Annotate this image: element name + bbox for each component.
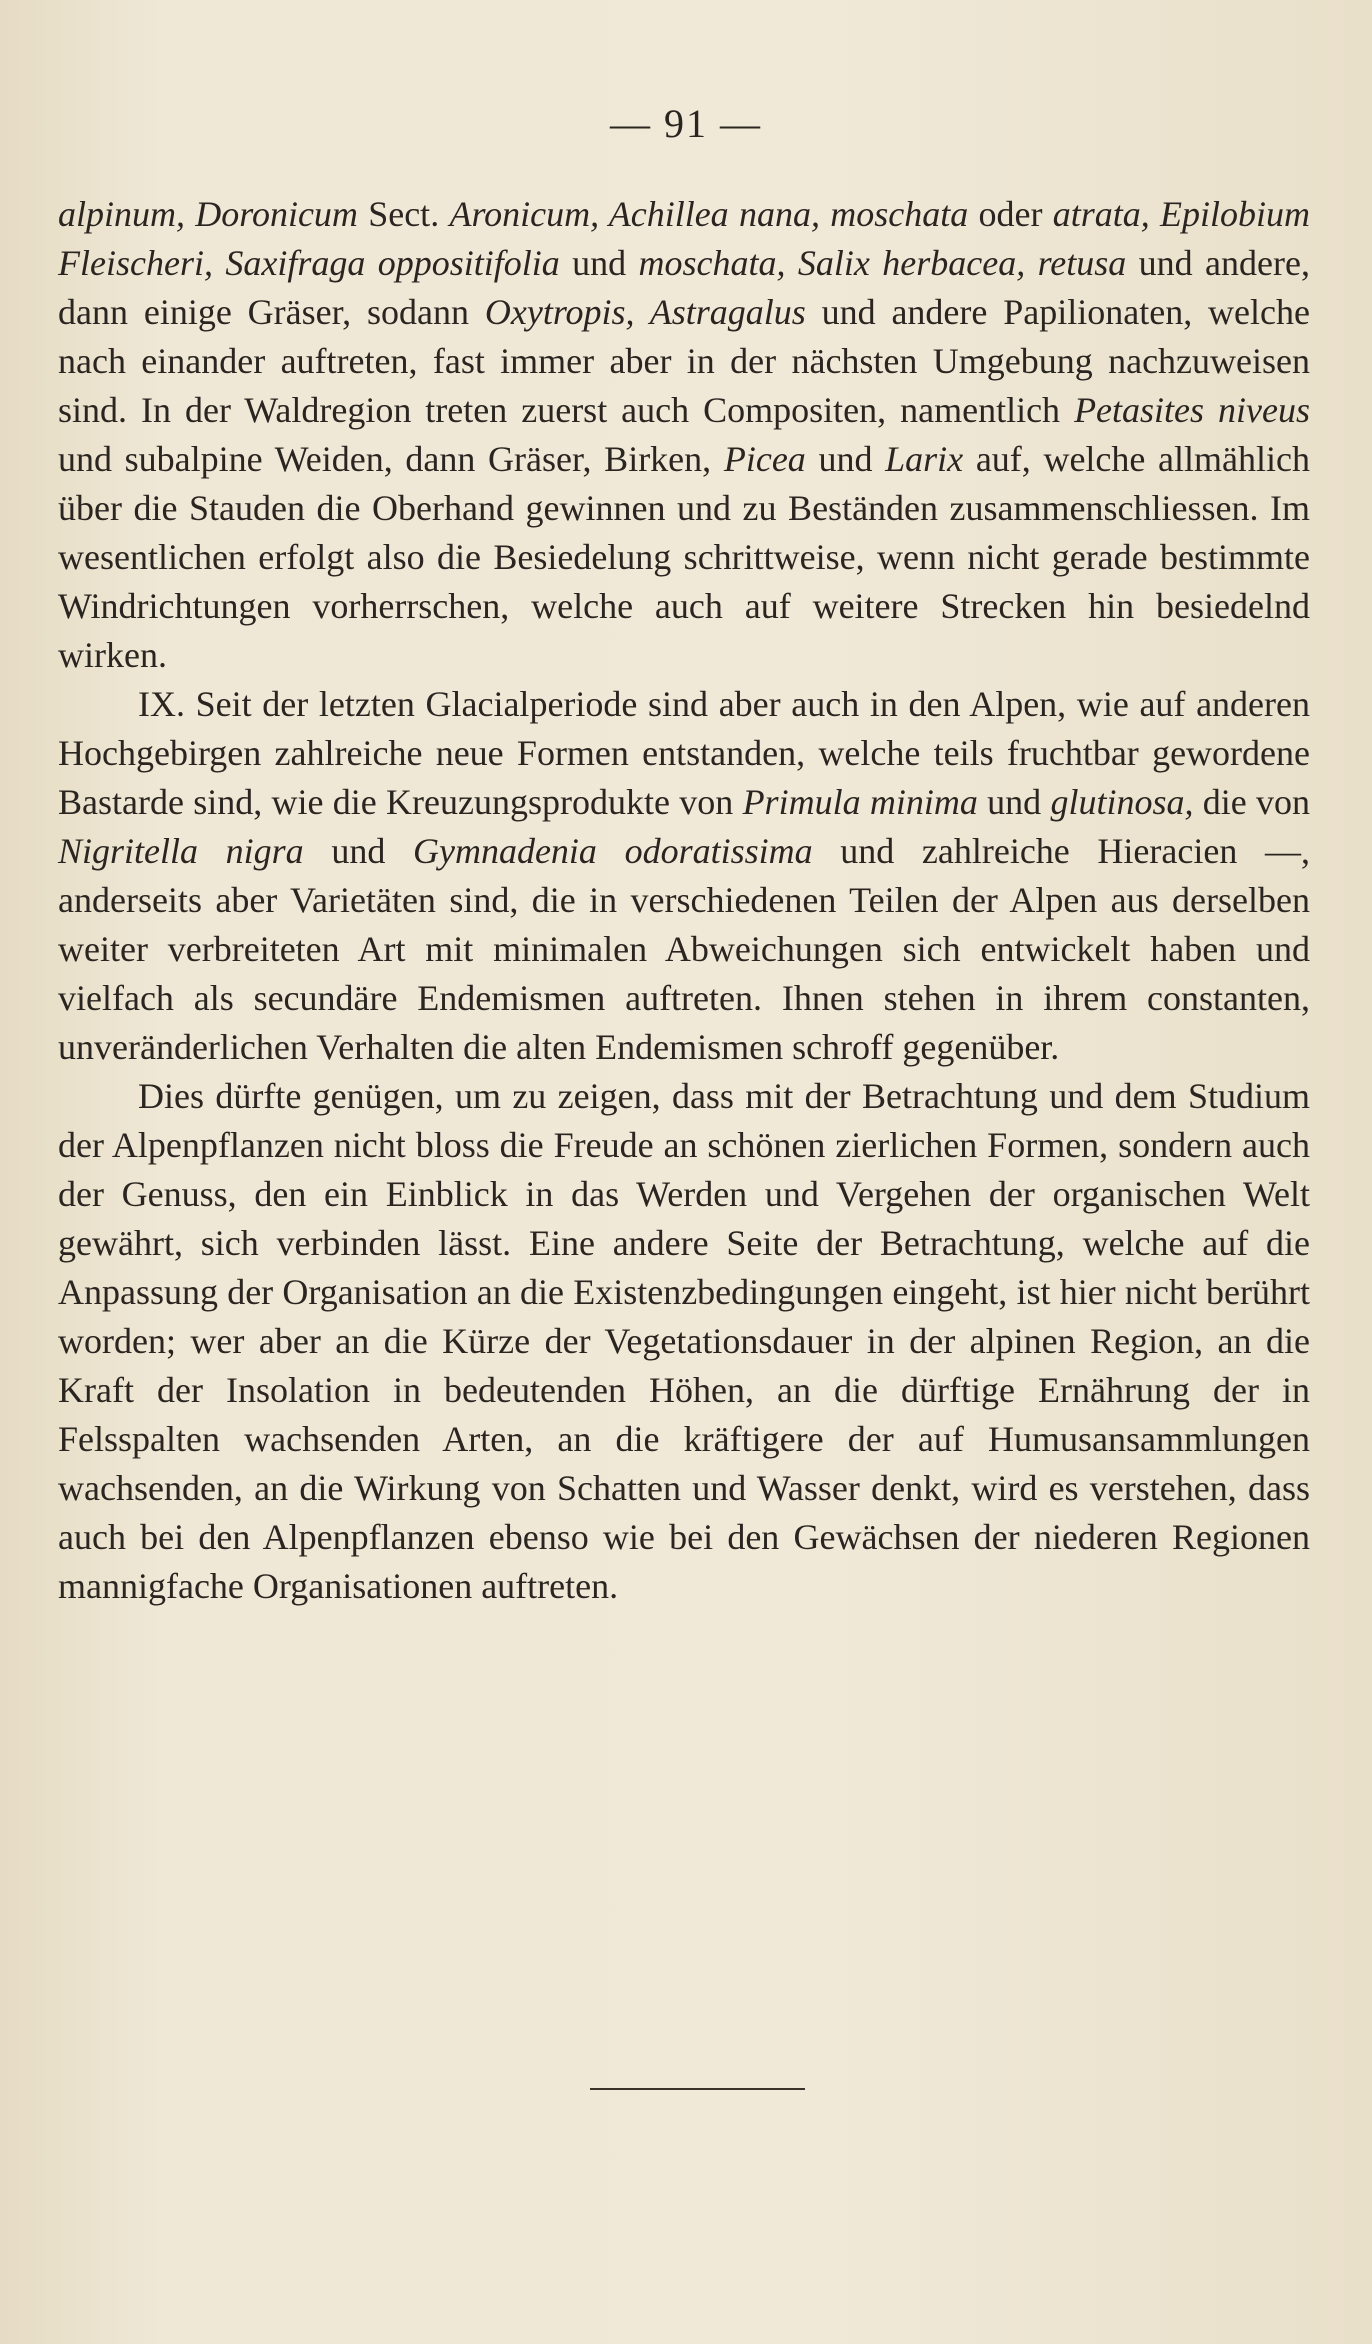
page-number: — 91 — (610, 101, 762, 146)
text-run: und zahlreiche Hieracien —, anderseits aber Varietäten sind, die in verschiedenen Teilen der Alpen aus derselben weiter verbreiteten Art mit minimalen Abweichungen sich entwickelt haben und vielfach als secundäre Endemismen auftreten. Ihnen stehen in ihrem constanten, unveränderlichen Verhalten die alten Endemismen schroff gegenüber. (58, 831, 1310, 1067)
italic-run: atrata, Epilobium Fleischeri, Saxifraga oppositifolia (58, 194, 1311, 283)
text-run: und (303, 831, 413, 871)
text-run: Dies dürfte genügen, um zu zeigen, dass mit der Betrachtung und dem Studium der Alpenpflanzen nicht bloss die Freude an schönen zierlichen Formen, sondern auch der Genuss, den ein Einblick in das Werden und Vergehen der organischen Welt gewährt, sich verbinden lässt. Eine andere Seite der Betrachtung, welche auf die Anpassung der Organisation an die Existenzbedingungen eingeht, ist hier nicht berührt worden; wer aber an die Kürze der Vegetationsdauer in der alpinen Region, an die Kraft der Insolation in bedeutenden Höhen, an die dürftige Ernährung der in Felsspalten wachsenden Arten, an die kräftigere der auf Humusansammlungen wachsenden, an die Wirkung von Schatten und Wasser denkt, wird es verstehen, dass auch bei den Alpenpflanzen ebenso wie bei den Gewächsen der niederen Regionen mannigfache Organisationen auftreten. (58, 1076, 1310, 1606)
italic-run: Aronicum, Achillea nana, moschata (449, 194, 969, 234)
italic-run: Primula minima (742, 782, 978, 822)
text-run: und andere Papilionaten, welche nach einander auftreten, fast immer aber in der nächsten Umgebung nachzuweisen sind. In der Waldregion treten zuerst auch Compositen, namentlich (58, 292, 1310, 430)
italic-run: glutinosa, (1050, 782, 1194, 822)
text-run: auf, welche allmählich über die Stauden die Oberhand gewinnen und zu Beständen zusammenschliessen. Im wesentlichen erfolgt also die Besiedelung schrittweise, wenn nicht gerade bestimmte Windrichtungen vorherrschen, welche auch auf weitere Strecken hin besiedelnd wirken. (58, 439, 1311, 675)
italic-run: Picea (723, 439, 806, 479)
text-run: und andere, dann einige Gräser, sodann (58, 243, 1310, 332)
body-text (58, 190, 1310, 1611)
text-run: und subalpine Weiden, dann Gräser, Birken, (58, 439, 724, 479)
end-rule (590, 2088, 805, 2090)
text-run: die von (1193, 782, 1311, 822)
text-run: IX. Seit der letzten Glacialperiode sind aber auch in den Alpen, wie auf anderen Hochgebirgen zahlreiche neue Formen entstanden, welche teils fruchtbar gewordene Bastarde sind, wie die Kreuzungsprodukte von (58, 684, 1310, 822)
text-run: und (977, 782, 1051, 822)
paragraph-1 (58, 190, 1310, 680)
italic-run: Petasites niveus (1074, 390, 1310, 430)
paragraph-3 (58, 1072, 1310, 1611)
paragraph-2 (58, 680, 1310, 1072)
text-run: und (559, 243, 639, 283)
italic-run: Gymnadenia odoratissima (412, 831, 813, 871)
text-run: oder (968, 194, 1053, 234)
italic-run: Larix (885, 439, 964, 479)
italic-run: alpinum, Doronicum (58, 194, 358, 234)
italic-run: moschata, Salix herbacea, retusa (638, 243, 1127, 283)
italic-run: Nigritella nigra (58, 831, 304, 871)
text-run: Sect. (357, 194, 450, 234)
text-run: und (805, 439, 886, 479)
italic-run: Oxytropis, Astragalus (484, 292, 806, 332)
